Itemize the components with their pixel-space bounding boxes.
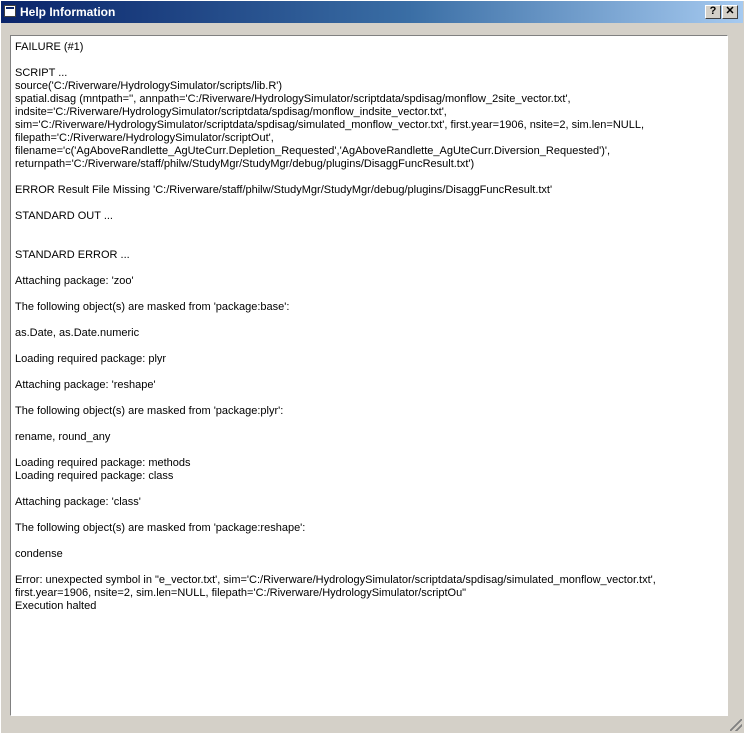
title-bar[interactable]	[1, 1, 743, 23]
help-button[interactable]	[705, 5, 721, 19]
help-text: FAILURE (#1) SCRIPT ... source('C:/Riverware/HydrologySimulator/scripts/lib.R') spatial.disag (mntpath='', annpath='C:/Riverware/HydrologySimulator/scriptdata/spdisag/monflow_2site_vector.txt', indsite='C:/Riverware/HydrologySimulator/scriptdata/spdisag/monflow_indsite_vector.txt', sim='C:/Riverware/HydrologySimulator/scriptdata/spdisag/simulated_monflow_vector.txt', first.year=1906, nsite=2, sim.len=NULL, filepath='C:/Riverware/HydrologySimulator/scriptOut', filename='c('AgAboveRandlette_AgUteCurr.Depletion_Requested','AgAboveRandlette_AgUteCurr.Diversion_Requested')', returnpath='C:/Riverware/staff/philw/StudyMgr/StudyMgr/debug/plugins/DisaggFuncResult.txt') ERROR Result File Missing 'C:/Riverware/staff/philw/StudyMgr/StudyMgr/debug/plugins/DisaggFuncResult.txt' STANDARD OUT ... STANDARD ERROR ... Attaching package: 'zoo' The following object(s) are masked from 'package:base': as.Date, as.Date.numeric Loading required package: plyr Attaching package: 'reshape' The following object(s) are masked from 'package:plyr': rename, round_any Loading required package: methods Loading required package: class Attaching package: 'class' The following object(s) are masked from 'package:reshape': condense Error: unexpected symbol in "e_vector.txt', sim='C:/Riverware/HydrologySimulator/scriptdata/spdisag/simulated_monflow_vector.txt', first.year=1906, nsite=2, sim.len=NULL, filepath='C:/Riverware/HydrologySimulator/scriptOu" Execution halted	[15, 41, 656, 612]
close-icon: ✕	[725, 5, 735, 17]
help-icon: ?	[709, 5, 717, 17]
window-app-icon[interactable]	[4, 5, 16, 17]
close-button[interactable]	[722, 5, 738, 19]
resize-grip[interactable]	[730, 719, 742, 731]
help-text-area[interactable]	[10, 35, 728, 716]
window-title: Help Information	[20, 5, 116, 19]
